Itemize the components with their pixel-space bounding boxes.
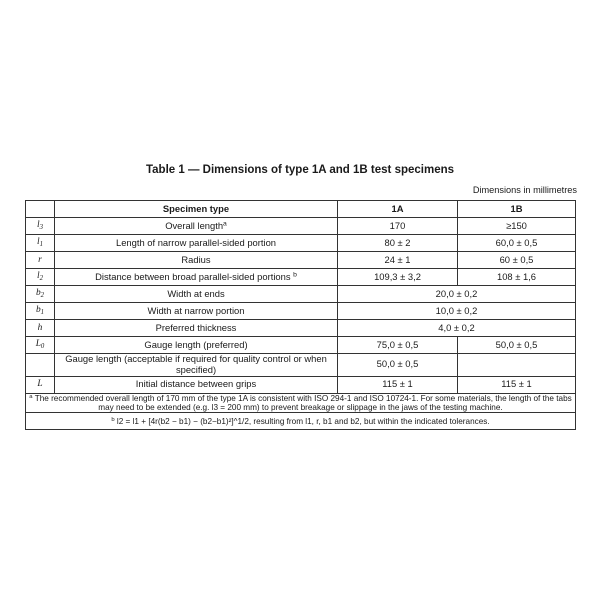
row-description: Width at ends (55, 286, 338, 303)
header-symbol (26, 201, 55, 218)
table-row (26, 269, 576, 286)
footnote-b: $^b$ l2 = l1 + [4r(b2 − b1) − (b2−b1)²]^1/2, resulting from l1, r, b1 and b2, but within the indicated tolerances. (26, 413, 576, 430)
table-row (26, 337, 576, 354)
row-value-1a: 24 ± 1 (338, 252, 458, 269)
row-symbol: $L_0$ (26, 337, 55, 354)
header-row (26, 201, 576, 218)
footnote-ref-b: b (293, 270, 297, 278)
row-symbol (26, 354, 55, 377)
row-description: Length of narrow parallel-sided portion (55, 235, 338, 252)
table-row (26, 252, 576, 269)
table-row (26, 303, 576, 320)
row-value-1b: 50,0 ± 0,5 (458, 337, 576, 354)
table-row (26, 218, 576, 235)
row-symbol: L (26, 376, 55, 393)
row-symbol: $b_2$ (26, 286, 55, 303)
row-description: Gauge length (preferred) (55, 337, 338, 354)
dimensions-table (25, 200, 576, 430)
row-description: Distance between broad parallel-sided portions $^b$ (55, 269, 338, 286)
table-title: Table 1 — Dimensions of type 1A and 1B test specimens (145, 164, 455, 176)
row-value-1b (458, 354, 576, 377)
row-description: Overall length$^a$ (55, 218, 338, 235)
row-value-1b: 115 ± 1 (458, 376, 576, 393)
table-row (26, 320, 576, 337)
row-value-1a: 115 ± 1 (338, 376, 458, 393)
row-value-1b: 60,0 ± 0,5 (458, 235, 576, 252)
row-symbol: $l_3$ (26, 218, 55, 235)
row-symbol: r (26, 252, 55, 269)
row-description: Initial distance between grips (55, 376, 338, 393)
row-description: Width at narrow portion (55, 303, 338, 320)
row-value-1b: 108 ± 1,6 (458, 269, 576, 286)
row-value-both: 10,0 ± 0,2 (338, 303, 576, 320)
row-value-1b: 60 ± 0,5 (458, 252, 576, 269)
row-value-both: 4,0 ± 0,2 (338, 320, 576, 337)
row-description: Preferred thickness (55, 320, 338, 337)
footnote-a: $^a$ The recommended overall length of 170 mm of the type 1A is consistent with ISO 294-1 and ISO 10724-1. For some materials, the length of the tabs may need to be extended (e.g. l3 = 200 mm) to prevent breakage or slippage in the jaws of the testing machine. (26, 393, 576, 413)
row-description: Gauge length (acceptable if required for quality control or when specified) (55, 354, 338, 377)
header-1b: 1B (458, 201, 576, 218)
footnote-ref-a: a (223, 219, 227, 227)
row-value-1a: 75,0 ± 0,5 (338, 337, 458, 354)
row-value-1b: ≥150 (458, 218, 576, 235)
row-value-both: 20,0 ± 0,2 (338, 286, 576, 303)
row-value-1a: 50,0 ± 0,5 (338, 354, 458, 377)
footnote-a-row (26, 393, 576, 413)
row-symbol: $l_2$ (26, 269, 55, 286)
header-specimen-type: Specimen type (55, 201, 338, 218)
footnote-b-row (26, 413, 576, 430)
row-value-1a: 109,3 ± 3,2 (338, 269, 458, 286)
row-symbol: $l_1$ (26, 235, 55, 252)
table-row (26, 286, 576, 303)
header-1a: 1A (338, 201, 458, 218)
table-row (26, 235, 576, 252)
table-row (26, 376, 576, 393)
row-value-1a: 170 (338, 218, 458, 235)
row-symbol: $b_1$ (26, 303, 55, 320)
row-description: Radius (55, 252, 338, 269)
footnote-b-formula: l2 = l1 + [4r(b2 − b1) − (b2−b1)²]^1/2 (116, 416, 249, 426)
row-value-1a: 80 ± 2 (338, 235, 458, 252)
table-row (26, 354, 576, 377)
row-symbol: h (26, 320, 55, 337)
units-note: Dimensions in millimetres (472, 185, 577, 195)
